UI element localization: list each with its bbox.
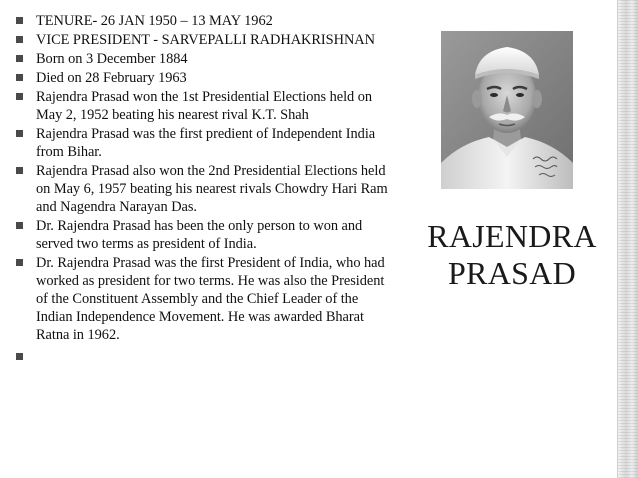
bullet-item-summary — [10, 254, 392, 344]
bullet-text: Rajendra Prasad was the first predient of Independent India from Bihar. — [36, 126, 376, 160]
square-bullet-icon — [16, 36, 23, 43]
decorative-edge-stripe — [617, 0, 638, 478]
bullet-item-tenure — [10, 12, 392, 30]
bullet-text: Died on 28 February 1963 — [36, 70, 187, 86]
bullet-item-born — [10, 50, 392, 68]
bullet-text: Born on 3 December 1884 — [36, 51, 188, 67]
portrait-photo — [441, 31, 573, 189]
square-bullet-icon — [16, 93, 23, 100]
bullet-item-died — [10, 69, 392, 87]
name-last: PRASAD — [447, 255, 577, 291]
bullet-text: VICE PRESIDENT - SARVEPALLI RADHAKRISHNAN — [36, 32, 375, 48]
bullet-item-two-terms — [10, 217, 392, 253]
square-bullet-icon — [16, 17, 23, 24]
bullet-item-empty — [10, 348, 392, 366]
square-bullet-icon — [16, 222, 23, 229]
name-first: RAJENDRA — [427, 218, 597, 254]
bullet-text: TENURE- 26 JAN 1950 – 13 MAY 1962 — [36, 13, 273, 29]
square-bullet-icon — [16, 55, 23, 62]
bullet-list — [10, 12, 392, 367]
bullet-text: Rajendra Prasad won the 1st Presidential Elections held on May 2, 1952 beating his nearest rival K.T. Shah — [36, 89, 373, 123]
square-bullet-icon — [16, 259, 23, 266]
square-bullet-icon — [16, 130, 23, 137]
bullet-item-second-election — [10, 162, 392, 216]
name-heading — [408, 218, 616, 292]
bullet-item-first-election — [10, 88, 392, 124]
bullet-text: Rajendra Prasad also won the 2nd Presidential Elections held on May 6, 1957 beating his nearest rivals Chowdry Hari Ram and Nagendra Narayan Das. — [36, 163, 388, 215]
bullet-text: Dr. Rajendra Prasad was the first President of India, who had worked as president for two terms. He was also the President of the Constituent Assembly and the Chief Leader of the Indian Independence Movement. He was awarded Bharat Ratna in 1962. — [36, 255, 385, 343]
square-bullet-icon — [16, 167, 23, 174]
bullet-item-vice-president — [10, 31, 392, 49]
portrait-illustration — [441, 31, 573, 189]
bullet-text: Dr. Rajendra Prasad has been the only person to won and served two terms as president of India. — [36, 218, 363, 252]
square-bullet-icon — [16, 74, 23, 81]
bullet-item-bihar — [10, 125, 392, 161]
square-bullet-icon — [16, 353, 23, 360]
